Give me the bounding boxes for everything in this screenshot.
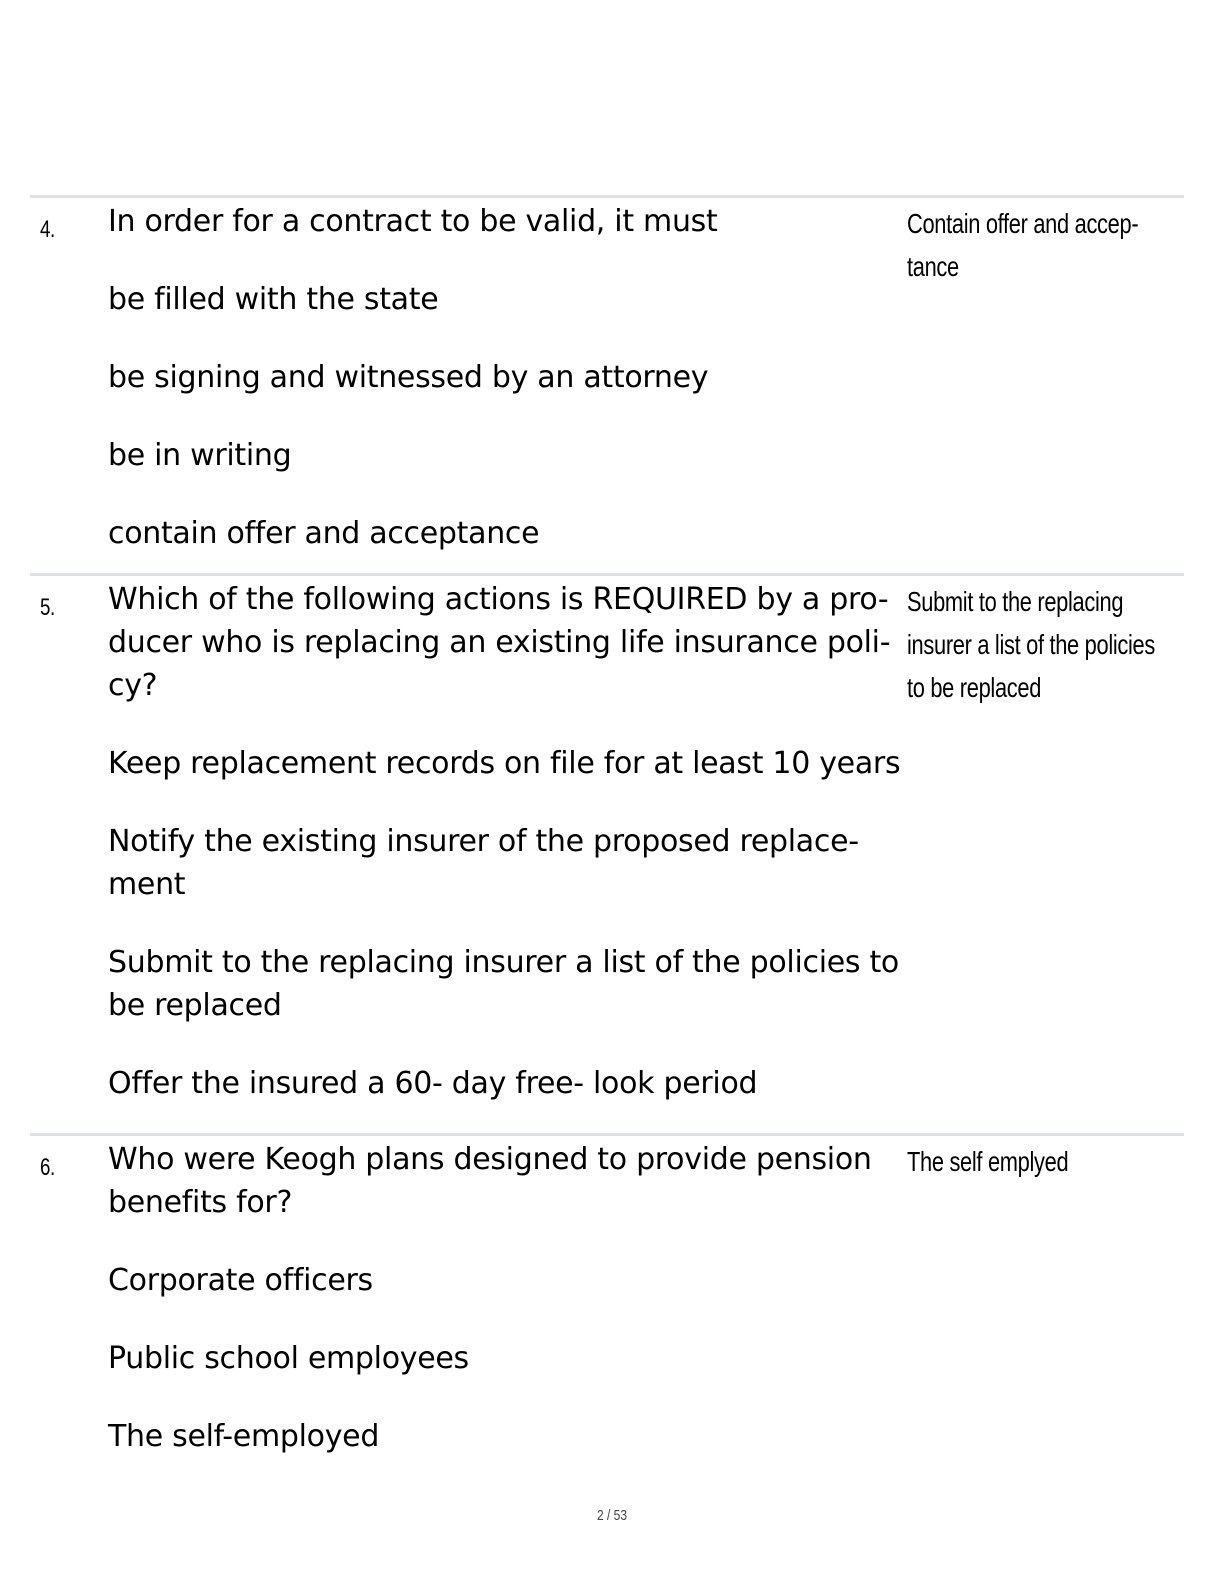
question-row-5: [30, 573, 1184, 1133]
correct-answer: Contain offer and accep-tance: [907, 208, 1139, 282]
answer-option: Public school employees: [108, 1341, 469, 1376]
correct-answer: Submit to the replacing insurer a list of the policies to be replaced: [907, 586, 1155, 703]
question-number: 5.: [40, 594, 55, 621]
question-text: In order for a contract to be valid, it must: [108, 204, 718, 239]
question-row-4: [30, 195, 1184, 573]
question-number: 6.: [40, 1154, 55, 1181]
question-row-6: [30, 1133, 1184, 1533]
answer-option: be filled with the state: [108, 282, 439, 317]
question-list: [30, 195, 1184, 1533]
page-number: 2 / 53: [596, 1507, 628, 1524]
question-text: Who were Keogh plans designed to provide pension benefits for?: [108, 1142, 872, 1220]
answer-option: be signing and witnessed by an attorney: [108, 360, 709, 395]
answer-option: Offer the insured a 60- day free- look period: [108, 1066, 758, 1101]
answer-option: Corporate officers: [108, 1263, 373, 1298]
question-body: [108, 198, 903, 555]
answer-option: be in writing: [108, 438, 292, 473]
answer-option: Notify the existing insurer of the proposed replace-ment: [108, 824, 859, 902]
answer-option: The self-employed: [108, 1419, 380, 1454]
answer-option: Keep replacement records on file for at least 10 years: [108, 746, 901, 781]
answer-option: contain offer and acceptance: [108, 516, 540, 551]
question-body: [108, 1136, 903, 1458]
question-text: Which of the following actions is REQUIRED by a pro-ducer who is replacing an existing life insurance poli-cy?: [108, 582, 891, 703]
answer-option: Submit to the replacing insurer a list of the policies to be replaced: [108, 945, 899, 1023]
correct-answer: The self emplyed: [907, 1146, 1069, 1177]
question-number: 4.: [40, 216, 55, 243]
question-body: [108, 576, 903, 1105]
